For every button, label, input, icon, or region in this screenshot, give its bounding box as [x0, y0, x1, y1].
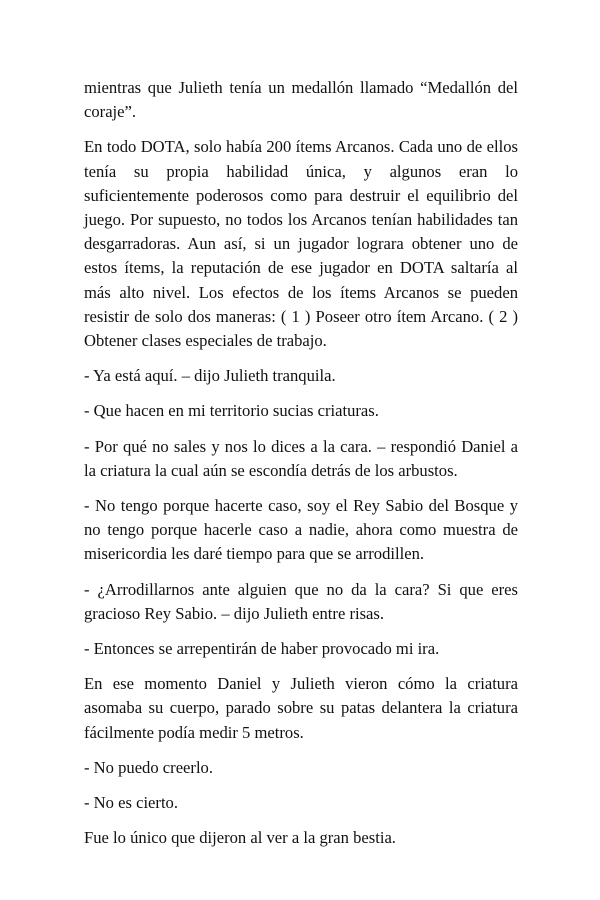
book-page-text — [84, 76, 518, 861]
dialogue-julieth-arrived: - Ya está aquí. – dijo Julieth tranquila. — [84, 366, 336, 386]
dialogue-daniel-reply: - Por qué no sales y nos lo dices a la cara. – respondió Daniel a la criatura la cual aún se escondía detrás de los arbustos. — [84, 436, 518, 480]
paragraph-great-beast: Fue lo único que dijeron al ver a la gran bestia. — [84, 828, 396, 848]
paragraph-arcane-items: En todo DOTA, solo había 200 ítems Arcanos. Cada uno de ellos tenía su propia habilidad única, y algunos eran lo suficientemente poderosos como para destruir el equilibrio del juego. Por supuesto, no todos los Arcanos tenían habilidades tan desgarradoras. Aun así, si un jugador lograra obtener uno de estos ítems, la reputación de ese jugador en DOTA saltaría al más alto nivel. Los efectos de los ítems Arcanos se pueden resistir de solo dos maneras: ( 1 ) Poseer otro ítem Arcano. ( 2 ) Obtener clases especiales de trabajo. — [84, 137, 518, 351]
dialogue-disbelief: - No puedo creerlo. — [84, 757, 214, 777]
dialogue-julieth-laughs: - ¿Arrodillarnos ante alguien que no da la cara? Si que eres gracioso Rey Sabio. – dijo Julieth entre risas. — [84, 579, 518, 623]
dialogue-not-true: - No es cierto. — [84, 793, 178, 813]
paragraph-medallion: mientras que Julieth tenía un medallón llamado “Medallón del coraje”. — [84, 78, 518, 122]
dialogue-creature-anger: - Entonces se arrepentirán de haber provocado mi ira. — [84, 639, 440, 659]
dialogue-wise-king: - No tengo porque hacerte caso, soy el Rey Sabio del Bosque y no tengo porque hacerle caso a nadie, ahora como muestra de misericordia les daré tiempo para que se arrodillen. — [84, 496, 518, 564]
paragraph-creature-appears: En ese momento Daniel y Julieth vieron cómo la criatura asomaba su cuerpo, parado sobre su patas delantera la criatura fácilmente podía medir 5 metros. — [84, 674, 518, 742]
dialogue-creature-territory: - Que hacen en mi territorio sucias criaturas. — [84, 401, 379, 421]
